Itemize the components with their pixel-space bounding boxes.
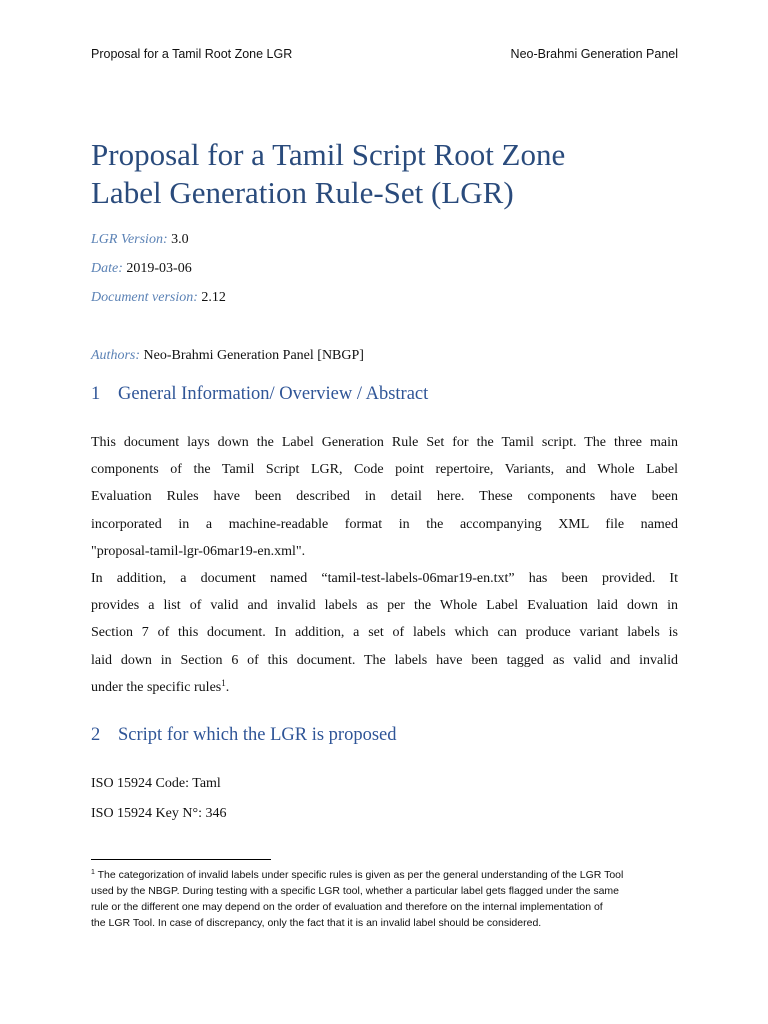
footnote-line: rule or the different one may depend on the order of evaluation and therefore on the internal implementation of <box>91 901 603 913</box>
authors-label: Authors: <box>91 348 140 363</box>
authors-row <box>91 348 364 364</box>
section-1-title: General Information/ Overview / Abstract <box>118 384 429 404</box>
body-line: "proposal-tamil-lgr-06mar19-en.xml". <box>91 543 306 559</box>
body-line: provides a list of valid and invalid labels as per the Whole Label Evaluation laid down in <box>91 598 678 614</box>
body-line: Section 7 of this document. In addition, a set of labels which can produce variant labels is <box>91 625 678 641</box>
footnote-separator <box>91 859 271 860</box>
date-row <box>91 261 192 277</box>
body-line-last <box>91 674 678 701</box>
running-header-title: Proposal for a Tamil Root Zone LGR <box>91 47 293 61</box>
body-line: incorporated in a machine-readable format in the accompanying XML file named <box>91 516 678 532</box>
footnote-line: used by the NBGP. During testing with a specific LGR tool, whether a particular label gets flagged under the same <box>91 885 620 897</box>
footnote-line: the LGR Tool. In case of discrepancy, only the fact that it is an invalid label should be considered. <box>91 917 542 929</box>
footnote-marker: 1 <box>91 869 95 876</box>
section-1-body <box>91 429 678 701</box>
date-value: 2019-03-06 <box>126 261 192 276</box>
iso-15924-code: ISO 15924 Code: Taml <box>91 776 221 791</box>
section-2-number: 2 <box>91 725 101 745</box>
footnote-text: The categorization of invalid labels under specific rules is given as per the general understanding of the LGR Tool <box>94 869 624 881</box>
date-label: Date: <box>91 261 123 276</box>
body-line: In addition, a document named “tamil-test-labels-06mar19-en.txt” has been provided. It <box>91 570 678 586</box>
iso-15924-key: ISO 15924 Key N°: 346 <box>91 806 227 821</box>
lgr-version-row <box>91 232 189 248</box>
section-2-title: Script for which the LGR is proposed <box>118 725 397 745</box>
section-1-number: 1 <box>91 384 101 404</box>
lgr-version-label: LGR Version: <box>91 232 168 247</box>
document-version-value: 2.12 <box>201 290 226 305</box>
lgr-version-value: 3.0 <box>171 232 189 247</box>
body-line-text: under the specific rules <box>91 679 222 695</box>
body-line: laid down in Section 6 of this document. The labels have been tagged as valid and invalid <box>91 652 678 668</box>
footnote-line <box>91 867 671 883</box>
section-1-heading <box>91 384 428 405</box>
document-version-row <box>91 290 226 306</box>
document-title-line-2: Label Generation Rule-Set (LGR) <box>91 175 514 210</box>
footnote-reference[interactable]: 1 <box>221 677 226 688</box>
authors-value: Neo-Brahmi Generation Panel [NBGP] <box>143 348 364 363</box>
body-line: This document lays down the Label Generation Rule Set for the Tamil script. The three main <box>91 435 678 450</box>
document-title-line-1: Proposal for a Tamil Script Root Zone <box>91 137 566 172</box>
section-2-heading <box>91 725 397 746</box>
footnote <box>91 867 671 931</box>
body-line: components of the Tamil Script LGR, Code point repertoire, Variants, and Whole Label <box>91 462 678 478</box>
running-header-panel: Neo-Brahmi Generation Panel <box>510 47 678 61</box>
body-line-period: . <box>225 679 230 695</box>
body-line: Evaluation Rules have been described in detail here. These components have been <box>91 489 678 505</box>
document-title <box>91 136 691 212</box>
document-version-label: Document version: <box>91 290 198 305</box>
